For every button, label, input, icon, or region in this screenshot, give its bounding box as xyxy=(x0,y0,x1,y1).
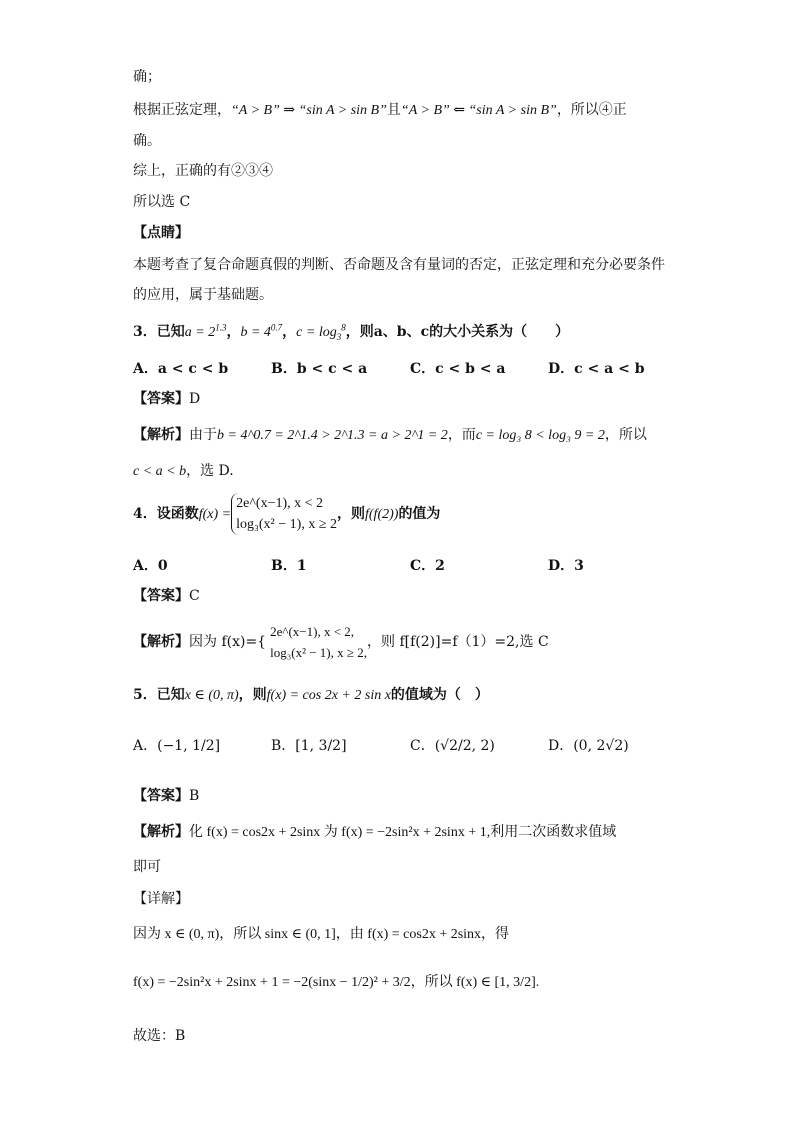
text-line: 的应用，属于基础题。 xyxy=(133,287,273,303)
question-4: 4．设函数f(x) = 2e^(x−1), x < 2 log₃(x² − 1), x ≥ 2 ，则f(f(2))的值为 xyxy=(133,493,440,535)
question-5: 5．已知x ∈ (0, π)，则f(x) = cos 2x + 2 sin x的值域为（ ） xyxy=(133,687,489,703)
option-a: A．0 xyxy=(133,558,168,574)
answer-tag: 【答案】 xyxy=(133,588,189,604)
analysis-line: c < a < b，选 D. xyxy=(133,463,234,479)
text-line: 确。 xyxy=(133,133,161,149)
answer-line xyxy=(133,389,200,409)
option-c: C．2 xyxy=(410,558,445,574)
math-inline: f(x) = xyxy=(198,507,232,522)
text-line: 确； xyxy=(133,69,161,85)
analysis-tag: 【解析】 xyxy=(133,634,189,650)
answer-tag: 【答案】 xyxy=(133,391,189,407)
math-c: $c = \log_3^8$ xyxy=(296,322,346,342)
text-line: 所以选 C xyxy=(133,194,191,210)
question-number: 3． xyxy=(133,324,157,340)
analysis-line: 【解析】化 f(x) = cos2x + 2sinx 为 f(x) = −2sin²x + 2sinx + 1,利用二次函数求值域 xyxy=(133,824,617,840)
math-inline: “A > B” ⇒ “sin A > sin B” xyxy=(231,103,387,118)
text-line: 综上，正确的有②③④ xyxy=(133,163,273,179)
section-tag: 【点睛】 xyxy=(133,225,189,241)
option-a: A．a < c < b xyxy=(133,361,229,377)
text-segment: ，所以④正 xyxy=(556,102,627,118)
analysis-line: 【解析】因为 f(x)={ 2e^(x−1), x < 2, log₃(x² − 1), x ≥ 2, ，则 f[f(2)]=f（1）=2,选 C xyxy=(133,621,549,663)
question-number: 4． xyxy=(133,506,157,522)
analysis-line: 【解析】由于b = 4^0.7 = 2^1.4 > 2^1.3 = a > 2^1 = 2，而c = log₃ 8 < log₃ 9 = 2，所以 xyxy=(133,427,647,443)
analysis-tag: 【解析】 xyxy=(133,427,189,443)
text-line: 故选：B xyxy=(133,1028,186,1044)
answer-value: D xyxy=(189,391,201,407)
text-line: 因为 x ∈ (0, π)，所以 sinx ∈ (0, 1]，由 f(x) = cos2x + 2sinx，得 xyxy=(133,927,510,942)
answer-line xyxy=(133,586,200,606)
question-text: 设函数 xyxy=(156,506,199,522)
math-inline: “A > B” ⇐ “sin A > sin B” xyxy=(400,103,557,118)
option-b: B．1 xyxy=(271,558,307,574)
analysis-tag: 【解析】 xyxy=(133,824,189,840)
text-segment: 且 xyxy=(386,102,401,118)
answer-tag: 【答案】 xyxy=(133,788,189,804)
option-d: D．3 xyxy=(548,558,584,574)
answer-line xyxy=(133,786,199,806)
option-b: B．[1, 3/2] xyxy=(271,738,347,754)
option-d: D．(0, 2√2) xyxy=(548,738,629,754)
text-line: f(x) = −2sin²x + 2sinx + 1 = −2(sinx − 1/2)² + 3/2，所以 f(x) ∈ [1, 3/2]. xyxy=(133,975,540,990)
question-3: 3．已知$a = 2^{1.3}$，$b = 4^{0.7}$，$c = \log_3^8$，则a、b、c的大小关系为（ ） xyxy=(133,322,570,342)
math-inline: c < a < b xyxy=(133,464,187,479)
piecewise-cases: 2e^(x−1), x < 2 log₃(x² − 1), x ≥ 2 xyxy=(231,493,337,535)
text-line: 即可 xyxy=(133,859,161,875)
math-inline: f(f(2)) xyxy=(365,507,399,522)
math-inline: b = 4^0.7 = 2^1.4 > 2^1.3 = a > 2^1 = 2 xyxy=(217,428,448,443)
answer-value: C xyxy=(189,588,200,604)
math-inline: x ∈ (0, π) xyxy=(184,688,239,703)
piecewise-cases: 2e^(x−1), x < 2, log₃(x² − 1), x ≥ 2, xyxy=(270,624,368,660)
math-inline: f(x) = cos 2x + 2 sin x xyxy=(266,688,391,703)
question-number: 5． xyxy=(133,687,157,703)
option-c: C．c < b < a xyxy=(410,361,506,377)
question-text: 已知 xyxy=(156,324,185,340)
question-text: ，则a、b、c的大小关系为（ ） xyxy=(345,324,570,340)
option-c: C．(√2/2, 2) xyxy=(410,738,495,754)
option-a: A．(−1, 1/2] xyxy=(133,738,221,754)
math-b: $b = 4^{0.7}$ xyxy=(240,322,283,340)
answer-value: B xyxy=(189,788,200,804)
section-tag: 【详解】 xyxy=(133,891,189,907)
text-line: 本题考查了复合命题真假的判断、否命题及含有量词的否定，正弦定理和充分必要条件 xyxy=(133,257,665,273)
text-line xyxy=(133,100,627,121)
option-b: B．b < c < a xyxy=(271,361,368,377)
math-inline: c = log₃ 8 < log₃ 9 = 2 xyxy=(475,428,605,443)
text-segment: 根据正弦定理， xyxy=(133,102,231,118)
option-d: D．c < a < b xyxy=(548,361,645,377)
math-a: $a = 2^{1.3}$ xyxy=(184,322,227,340)
